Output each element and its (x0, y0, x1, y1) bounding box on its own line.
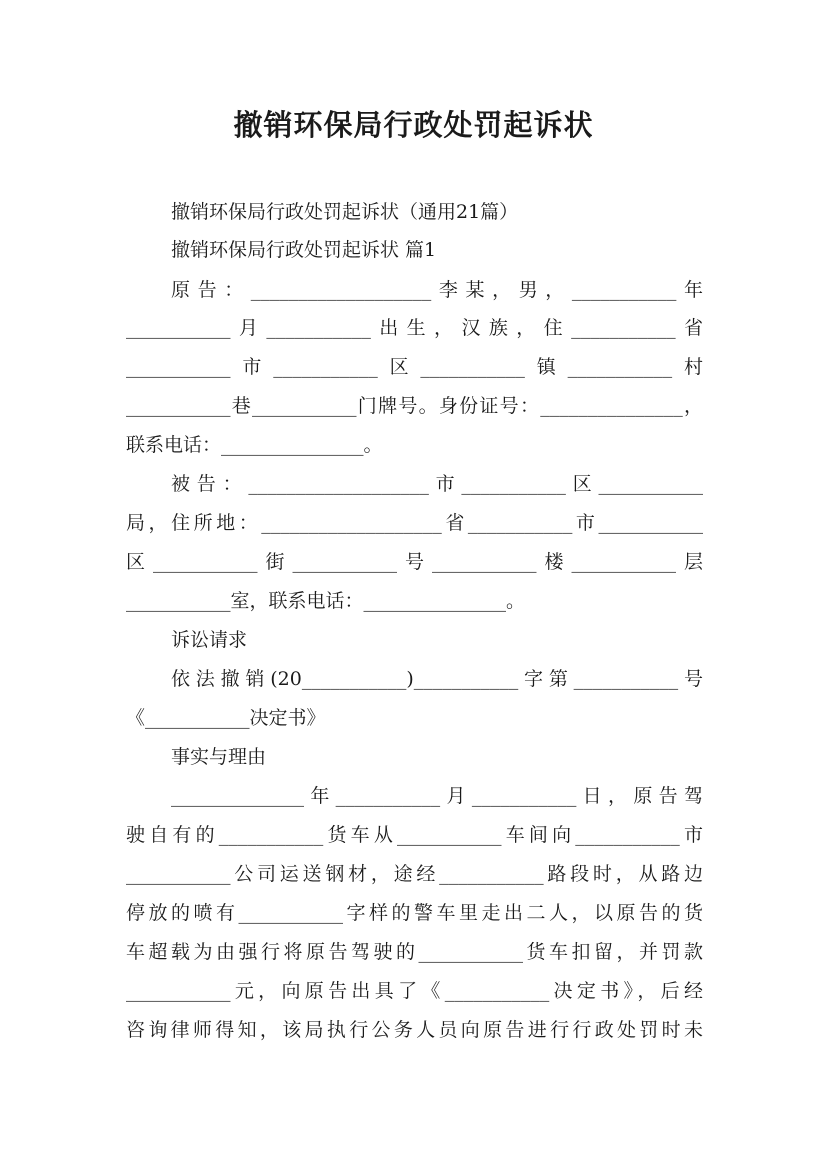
facts-line-5: 车超载为由强行将原告驾驶的___________货车扣留，并罚款 (126, 941, 703, 963)
facts-line-2: 驶自有的___________货车从___________车间向___________市 (126, 824, 703, 846)
plaintiff-line-3: ___________市___________区___________镇___________村 (126, 356, 703, 378)
claims-line-2: 《___________决定书》 (126, 707, 326, 729)
facts-line-7: 咨询律师得知，该局执行公务人员向原告进行行政处罚时未 (126, 1019, 703, 1041)
plaintiff-line-5: 联系电话：_______________。 (126, 434, 383, 456)
plaintiff-line-1: 原告：___________________李某，男，___________年 (171, 279, 703, 301)
facts-line-6: ___________元，向原告出具了《___________决定书》，后经 (126, 980, 703, 1002)
facts-line-1: ______________年___________月___________日，原告驾 (171, 785, 703, 807)
plaintiff-line-4: ___________巷___________门牌号。身份证号：_______________， (126, 395, 703, 417)
facts-line-4: 停放的喷有___________字样的警车里走出二人，以原告的货 (126, 902, 703, 924)
plaintiff-line-2: ___________月___________出生，汉族，住___________省 (126, 317, 703, 339)
section-heading: 撤销环保局行政处罚起诉状 篇1 (171, 239, 437, 261)
document-title: 撤销环保局行政处罚起诉状 (233, 108, 594, 142)
facts-heading: 事实与理由 (171, 746, 267, 768)
defendant-line-2: 局，住所地：___________________省___________市___________ (126, 512, 703, 534)
facts-line-3: ___________公司运送钢材，途经___________路段时，从路边 (126, 863, 703, 885)
claims-line-1: 依法撤销(20___________)___________字第___________号 (171, 668, 703, 690)
defendant-line-3: 区___________街___________号___________楼___________层 (126, 551, 703, 573)
defendant-line-1: 被告：___________________市___________区___________ (171, 473, 703, 495)
claims-heading: 诉讼请求 (171, 629, 248, 651)
subtitle-line: 撤销环保局行政处罚起诉状（通用21篇） (171, 201, 519, 223)
defendant-line-4: ___________室，联系电话：_______________。 (126, 590, 526, 612)
